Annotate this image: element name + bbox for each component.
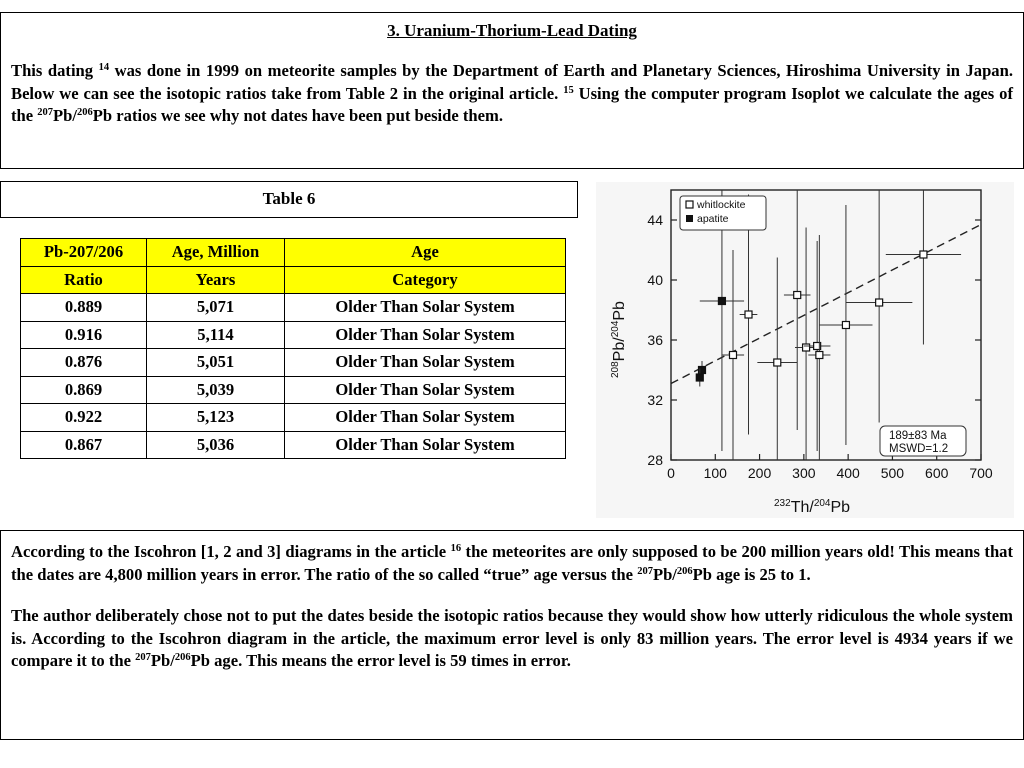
table-header-cell: Ratio: [21, 266, 147, 294]
legend-whitlockite-label: whitlockite: [697, 199, 746, 211]
table-cell: Older Than Solar System: [285, 349, 566, 377]
table-caption: Table 6: [0, 181, 578, 218]
x-tick-label: 500: [880, 465, 905, 481]
table-cell: 5,114: [147, 321, 285, 349]
whitlockite-point: [803, 344, 810, 351]
p2-text-a: The author deliberately chose not to put the dates beside the isotopic ratios because they would show how utterly ridiculous the whole system is. According to the Iscohron diagram in the article, the maximum error level is only 83 million years. The error level is 4934 years if we compare it to the: [11, 606, 1013, 670]
chart-annotation: [880, 426, 966, 456]
isotope-207: 207: [37, 107, 54, 118]
p1-text-c: Pb/: [652, 564, 677, 584]
table-header-cell: Category: [285, 266, 566, 294]
table-cell: 5,036: [147, 431, 285, 459]
table-cell: 5,071: [147, 294, 285, 322]
footnote-ref-16: 16: [450, 543, 462, 554]
y-tick-label: 28: [647, 452, 663, 468]
conclusion-paragraph-1: [11, 541, 1013, 586]
table-cell: 0.922: [21, 404, 147, 432]
p1-text-b: the meteorites are only supposed to be 200 million years old! This means that the dates are 4,800 million years in error. The ratio of the so called “true” age versus the: [11, 542, 1013, 584]
table-cell: Older Than Solar System: [285, 431, 566, 459]
isotope-206: 206: [77, 107, 93, 118]
whitlockite-point: [876, 299, 883, 306]
whitlockite-point: [816, 352, 823, 359]
isotope-206: 206: [676, 565, 693, 577]
y-tick-label: 32: [647, 392, 663, 408]
conclusion-paragraph-2: [11, 605, 1013, 673]
p1-text-d: Pb age is 25 to 1.: [692, 564, 811, 584]
table-cell: Older Than Solar System: [285, 404, 566, 432]
x-tick-label: 400: [836, 465, 860, 481]
table-header-row: [21, 266, 566, 294]
table-cell: 0.916: [21, 321, 147, 349]
isochron-chart-svg: [596, 182, 1014, 518]
y-axis-label-text: Pb/: [611, 337, 628, 362]
x-tick-label: 200: [747, 465, 772, 481]
y-axis-label-iso2: 204: [610, 320, 621, 338]
x-axis-label-tail: Pb: [830, 499, 851, 516]
whitlockite-point: [745, 311, 752, 318]
annotation-mswd: MSWD=1.2: [889, 443, 949, 455]
whitlockite-point: [774, 359, 781, 366]
table-cell: Older Than Solar System: [285, 294, 566, 322]
legend-whitlockite-marker: [686, 201, 693, 208]
isochron-chart: [596, 182, 1014, 518]
intro-text-a: This dating: [11, 61, 99, 80]
table-cell: 0.876: [21, 349, 147, 377]
y-axis-label-tail: Pb: [611, 301, 628, 321]
table-cell: 5,039: [147, 376, 285, 404]
p2-text-b: Pb/: [150, 651, 175, 670]
x-axis-label-iso: 232: [774, 498, 791, 509]
y-tick-label: 40: [647, 272, 663, 288]
table-header-row: [21, 239, 566, 267]
whitlockite-point: [794, 292, 801, 299]
intro-text-d: Pb/: [53, 106, 78, 125]
table-row: [21, 404, 566, 432]
section-title: 3. Uranium-Thorium-Lead Dating: [387, 21, 637, 40]
chart-legend: [680, 196, 766, 230]
x-tick-label: 100: [703, 465, 727, 481]
p1-text-a: According to the Iscohron [1, 2 and 3] diagrams in the article: [11, 542, 451, 561]
p2-text-c: Pb age. This means the error level is 59 times in error.: [190, 651, 571, 670]
apatite-point: [696, 374, 703, 381]
footnote-ref-15: 15: [563, 84, 574, 96]
table-cell: 5,123: [147, 404, 285, 432]
intro-text-e: Pb ratios we see why not dates have been put beside them.: [92, 106, 503, 125]
intro-text-c: Using the computer program Isoplot we calculate the ages of the: [11, 83, 1013, 125]
x-axis-label-iso2: 204: [813, 498, 831, 509]
table-row: [21, 321, 566, 349]
whitlockite-point: [842, 322, 849, 329]
x-tick-label: 700: [969, 465, 993, 481]
conclusion-section: [0, 530, 1024, 740]
intro-text-b: was done in 1999 on meteorite samples by the Department of Earth and Planetary Sciences, Hiroshima University in Japan. Below we can see the isotopic ratios take from Table 2 in the original article.: [11, 61, 1013, 103]
legend-apatite-label: apatite: [697, 213, 729, 225]
x-tick-label: 300: [792, 465, 816, 481]
isotope-ratio-table: [20, 238, 566, 459]
y-axis-label-iso: 208: [610, 361, 621, 378]
table-cell: 0.889: [21, 294, 147, 322]
table-cell: 5,051: [147, 349, 285, 377]
table-header-cell: Pb-207/206: [21, 239, 147, 267]
legend-apatite-marker: [686, 215, 693, 222]
table-header-cell: Years: [147, 266, 285, 294]
whitlockite-point: [920, 251, 927, 258]
intro-paragraph: [11, 60, 1013, 128]
table-cell: Older Than Solar System: [285, 376, 566, 404]
table-header-cell: Age: [285, 239, 566, 267]
y-tick-label: 44: [647, 212, 663, 228]
isotope-206: 206: [174, 652, 191, 663]
table-row: [21, 349, 566, 377]
table-header-cell: Age, Million: [147, 239, 285, 267]
x-tick-label: 0: [667, 465, 675, 481]
x-axis-label-text: Th/: [790, 499, 814, 516]
isotope-207: 207: [135, 652, 151, 663]
table-row: [21, 431, 566, 459]
intro-section: [0, 12, 1024, 169]
table-cell: Older Than Solar System: [285, 321, 566, 349]
whitlockite-point: [730, 352, 737, 359]
isotope-207: 207: [637, 565, 653, 577]
footnote-ref-14: 14: [98, 62, 110, 73]
table-row: [21, 376, 566, 404]
table-cell: 0.867: [21, 431, 147, 459]
apatite-point: [718, 298, 725, 305]
x-tick-label: 600: [925, 465, 949, 481]
annotation-age: 189±83 Ma: [889, 430, 947, 442]
table-row: [21, 294, 566, 322]
y-tick-label: 36: [647, 332, 663, 348]
table-cell: 0.869: [21, 376, 147, 404]
